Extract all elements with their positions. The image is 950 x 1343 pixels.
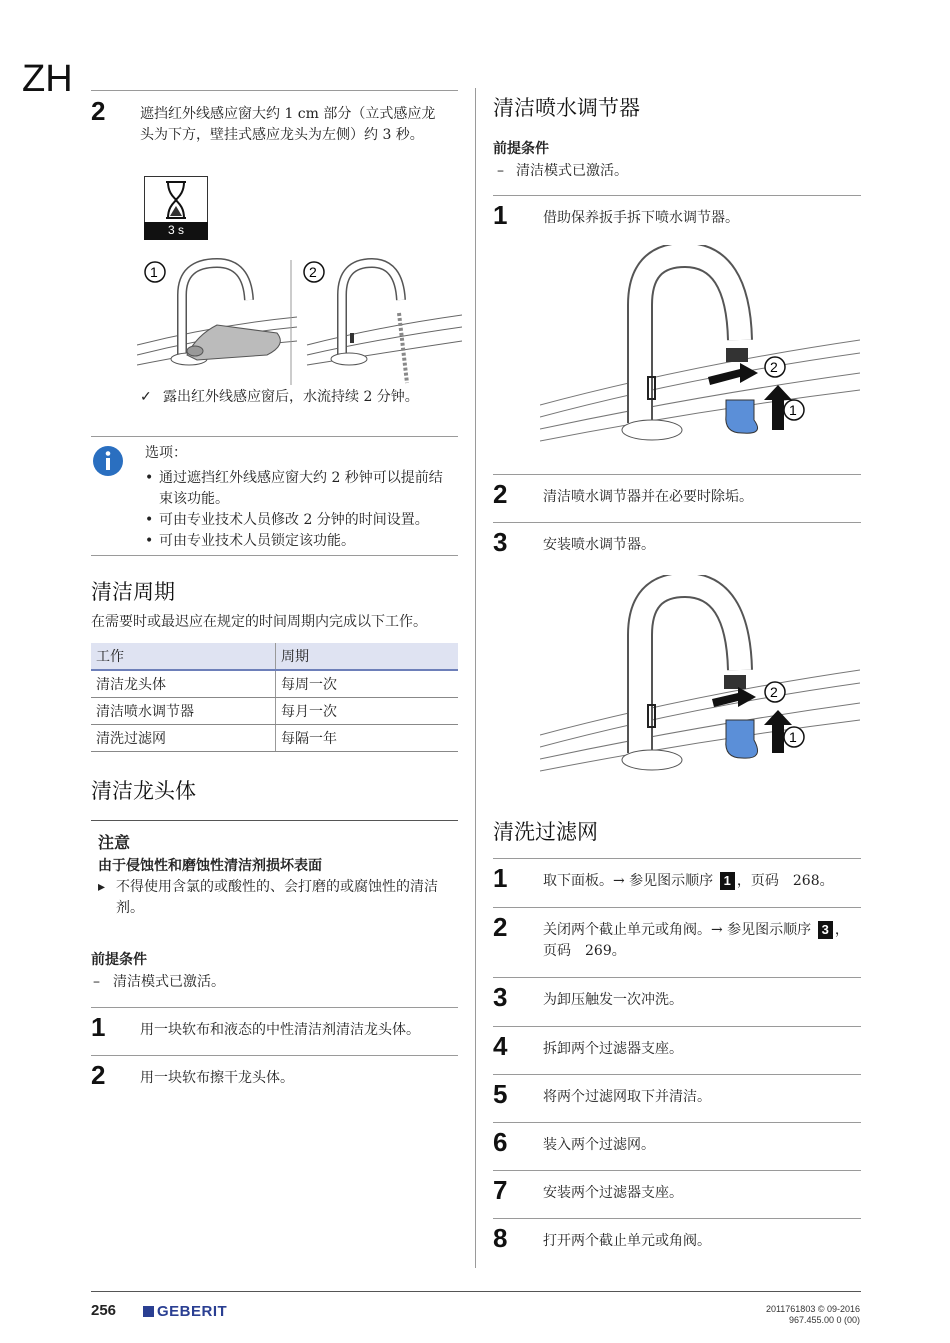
step-number: 5 (493, 1079, 508, 1109)
divider (91, 820, 458, 821)
step-number: 1 (91, 1012, 106, 1042)
step-text: 装入两个过滤网。 (543, 1137, 655, 1153)
divider (91, 1055, 458, 1056)
divider (493, 522, 861, 523)
brand-logo: GEBERIT (143, 1303, 227, 1320)
divider (493, 474, 861, 475)
list-item: • 通过遮挡红外线感应窗大约 2 秒钟可以提前结束该功能。 (145, 470, 443, 507)
table-cell: 每隔一年 (276, 725, 459, 752)
table-cell: 清洁龙头体 (91, 670, 276, 698)
step-text: 关闭两个截止单元或角阀。→ 参见图示顺序 3 ，页码 269。 (543, 922, 849, 959)
divider (91, 90, 458, 91)
step-text: 拆卸两个过滤器支座。 (543, 1041, 683, 1057)
step-number: 2 (91, 96, 106, 126)
cycle-intro: 在需要时或最迟应在规定的时间周期内完成以下工作。 (91, 614, 427, 630)
divider (91, 1007, 458, 1008)
divider (493, 907, 861, 908)
divider (493, 195, 861, 196)
table-cell: 清洗过滤网 (91, 725, 276, 752)
step-number: 6 (493, 1127, 508, 1157)
figure-ref-badge: 3 (818, 921, 833, 939)
document-number: 2011761803 © 09-2016 967.455.00 0 (00) (765, 1304, 860, 1325)
aerator-install-illustration (540, 575, 860, 790)
figure-label-1: 1 (150, 264, 158, 280)
step-number: 3 (493, 527, 508, 557)
step-text: 将两个过滤网取下并清洁。 (543, 1089, 711, 1105)
step-text: 遮挡红外线感应窗大约 1 cm 部分（立式感应龙头为下方，壁挂式感应龙头为左侧）约 3 秒。 (140, 106, 436, 143)
notice-title: 注意 (98, 835, 131, 852)
divider (91, 555, 458, 556)
callout-label-1: 1 (789, 729, 797, 745)
step-number: 1 (493, 863, 508, 893)
notice-subtitle: 由于侵蚀性和磨蚀性清洁剂损坏表面 (98, 858, 322, 874)
result-text: 露出红外线感应窗后，水流持续 2 分钟。 (163, 389, 419, 405)
sensor-faucet-illustration (137, 255, 462, 390)
step-text: 打开两个截止单元或角阀。 (543, 1233, 711, 1249)
column-header: 周期 (276, 643, 459, 670)
page-number: 256 (91, 1302, 117, 1319)
prereq-title: 前提条件 (493, 141, 549, 157)
prereq-item: 清洁模式已激活。 (516, 163, 628, 179)
table-row (91, 698, 458, 725)
divider (493, 977, 861, 978)
step-text: 安装喷水调节器。 (543, 537, 655, 553)
timer-label: 3 s (167, 223, 184, 237)
step-text: 安装两个过滤器支座。 (543, 1185, 683, 1201)
callout-label-1: 1 (789, 402, 797, 418)
divider (493, 1218, 861, 1219)
info-icon (92, 445, 124, 477)
table-cell: 每月一次 (276, 698, 459, 725)
divider (493, 1074, 861, 1075)
step-number: 2 (493, 479, 508, 509)
section-heading: 清洁周期 (91, 580, 175, 604)
prereq-item: 清洁模式已激活。 (113, 974, 225, 990)
logo-square-icon (143, 1306, 154, 1317)
dash-bullet: – (497, 163, 504, 179)
cycle-table (91, 643, 458, 752)
table-row (91, 725, 458, 752)
step-text: 为卸压触发一次冲洗。 (543, 992, 683, 1008)
step-text: 清洁喷水调节器并在必要时除垢。 (543, 489, 753, 505)
triangle-bullet-icon: ▸ (98, 879, 106, 895)
step-number: 1 (493, 200, 508, 230)
aerator-removal-illustration (540, 245, 860, 460)
table-row (91, 670, 458, 698)
divider (493, 858, 861, 859)
notice-item: 不得使用含氯的或酸性的、会打磨的或腐蚀性的清洁剂。 (116, 879, 438, 916)
divider (493, 1122, 861, 1123)
list-item: • 可由专业技术人员修改 2 分钟的时间设置。 (145, 512, 429, 528)
footer-rule (91, 1291, 861, 1292)
step-number: 4 (493, 1031, 508, 1061)
dash-bullet: – (93, 974, 100, 990)
step-number: 2 (91, 1060, 106, 1090)
table-header-row (91, 643, 458, 670)
step-number: 7 (493, 1175, 508, 1205)
callout-label-2: 2 (770, 684, 778, 700)
divider (91, 436, 458, 437)
divider (493, 1170, 861, 1171)
check-icon: ✓ (140, 389, 152, 405)
section-heading: 清洁龙头体 (91, 779, 196, 803)
column-divider (475, 88, 476, 1268)
step-text: 用一块软布和液态的中性清洁剂清洁龙头体。 (140, 1022, 420, 1038)
step-text: 借助保养扳手拆下喷水调节器。 (543, 210, 739, 226)
section-heading: 清洗过滤网 (493, 820, 598, 844)
step-number: 2 (493, 912, 508, 942)
figure-ref-badge: 1 (720, 872, 735, 890)
info-list (145, 468, 455, 552)
section-heading: 清洁喷水调节器 (493, 96, 640, 120)
step-number: 8 (493, 1223, 508, 1253)
list-item: • 可由专业技术人员锁定该功能。 (145, 533, 355, 549)
callout-label-2: 2 (770, 359, 778, 375)
prereq-title: 前提条件 (91, 952, 147, 968)
table-cell: 清洁喷水调节器 (91, 698, 276, 725)
language-code: ZH (22, 58, 73, 100)
step-number: 3 (493, 982, 508, 1012)
table-cell: 每周一次 (276, 670, 459, 698)
step-text: 用一块软布擦干龙头体。 (140, 1070, 294, 1086)
step-text: 取下面板。→ 参见图示顺序 1 ，页码 268。 (543, 873, 834, 889)
divider (493, 1026, 861, 1027)
info-title: 选项： (145, 445, 187, 461)
column-header: 工作 (91, 643, 276, 670)
figure-label-2: 2 (309, 264, 317, 280)
